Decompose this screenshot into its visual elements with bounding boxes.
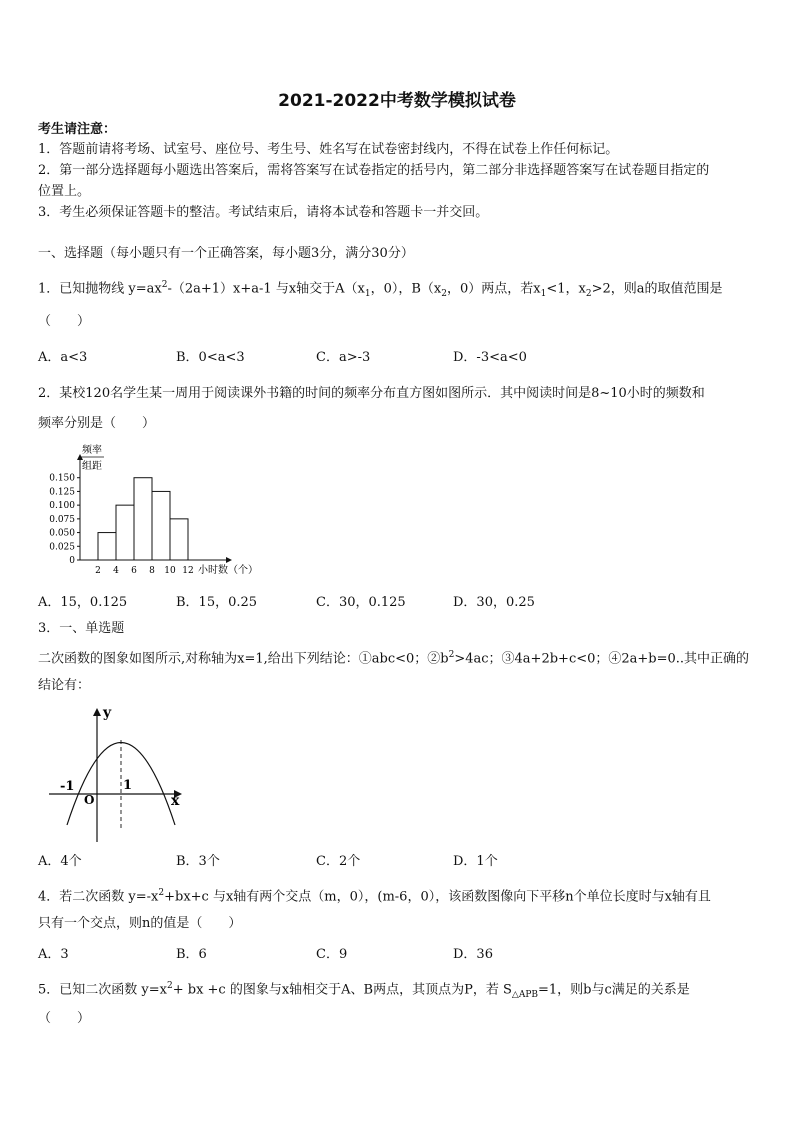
histogram-chart	[40, 440, 280, 585]
origin-label: O	[84, 793, 95, 807]
y-tick-label: 0.075	[49, 514, 75, 525]
question-1-bracket: （ ）	[38, 314, 91, 329]
question-2-stem: 2．某校120名学生某一周用于阅读课外书籍的时间的频率分布直方图如图所示．其中阅读时间是8~10小时的频数和	[38, 386, 705, 401]
y-tick-label: 0	[69, 556, 75, 566]
x-tick-label: 10	[164, 566, 176, 576]
x-axis-arrow	[226, 557, 232, 563]
notice-item-3: 3．考生必须保证答题卡的整洁。考试结束后，请将本试卷和答题卡一并交回。	[38, 205, 489, 220]
histogram-bar	[98, 533, 116, 560]
question-4-stem-cont: 只有一个交点，则n的值是（ ）	[38, 916, 242, 931]
y-tick-label: 0.050	[49, 528, 75, 539]
y-tick-label: 0.125	[49, 487, 75, 498]
histogram-bar	[152, 491, 170, 560]
q1-option-b[interactable]: B．0<a<3	[176, 350, 245, 365]
x-axis-label: x	[171, 793, 180, 809]
question-4-stem: 4．若二次函数 $y=-x^2+bx+c$ 与x轴有两个交点（m，0），(m-6，0），该函数图像向下平移n个单位长度时与x轴有且	[38, 888, 711, 905]
x-tick-label: 12	[182, 566, 194, 576]
q1-option-a[interactable]: A．a<3	[38, 350, 88, 365]
notice-item-2-cont: 位置上。	[38, 184, 91, 199]
question-3-stem: 二次函数的图象如图所示,对称轴为x=1,给出下列结论：①abc<0；$②b^2>4ac$；③4a+2b+c<0；④2a+b=0..其中正确的	[38, 650, 750, 667]
question-3-stem-cont: 结论有：	[38, 678, 91, 693]
q2-option-c[interactable]: C．30，0.125	[316, 595, 406, 610]
q4-option-b[interactable]: B．6	[176, 947, 207, 962]
question-2-stem-cont: 频率分别是（ ）	[38, 416, 156, 431]
histogram-bar	[170, 519, 188, 560]
question-1-stem: 1．已知抛物线 $y=ax^2-(2a+1)x+a-1$ 与x轴交于$A(x_1$，0），$B(x_2$，0）两点，若$x_1<1$，$x_2>2$，则a的取值范围是	[38, 280, 723, 299]
q3-option-d[interactable]: D．1个	[453, 854, 498, 869]
q4-option-c[interactable]: C．9	[316, 947, 348, 962]
notice-item-2: 2．第一部分选择题每小题选出答案后，需将答案写在试卷指定的括号内，第二部分非选择题答案写在试卷题目指定的	[38, 163, 710, 178]
x-axis-label: 小时数（个）	[198, 565, 258, 576]
q2-option-b[interactable]: B．15，0.25	[176, 595, 258, 610]
x-tick-label: 2	[95, 566, 101, 576]
notice-heading: 考生请注意：	[38, 122, 117, 137]
question-5-bracket: （ ）	[38, 1011, 91, 1026]
y-tick-label: 0.150	[49, 473, 75, 484]
y-tick-label: 0.025	[49, 542, 75, 553]
section-heading: 一、选择题（每小题只有一个正确答案，每小题3分，满分30分）	[38, 246, 414, 261]
q3-option-c[interactable]: C．2个	[316, 854, 361, 869]
histogram-bar	[134, 478, 152, 560]
y-axis-arrow	[93, 708, 101, 716]
q1-option-c[interactable]: C．a>-3	[316, 350, 371, 365]
q2-option-d[interactable]: D．30，0.25	[453, 595, 535, 610]
x-tick-label: 8	[149, 566, 155, 576]
q3-option-b[interactable]: B．3个	[176, 854, 220, 869]
question-5-stem: 5．已知二次函数 $y=x^2+$ bx +c 的图象与x轴相交于A、B两点，其顶点为P，若 $S_{\triangle APB}=1$，则b与c满足的关系是	[38, 981, 690, 1000]
q3-option-a[interactable]: A．4个	[38, 854, 82, 869]
y-axis-label-top: 频率	[82, 445, 102, 456]
question-3-header: 3．一、单选题	[38, 621, 125, 636]
histogram-bar	[116, 505, 134, 560]
parabola-graph	[44, 702, 189, 847]
q2-option-a[interactable]: A．15，0.125	[38, 595, 128, 610]
y-axis-label-bottom: 组距	[82, 461, 102, 472]
notice-item-1: 1．答题前请将考场、试室号、座位号、考生号、姓名写在试卷密封线内，不得在试卷上作任何标记。	[38, 142, 619, 157]
one-label: 1	[123, 778, 133, 793]
q4-option-a[interactable]: A．3	[38, 947, 69, 962]
q1-option-d[interactable]: D．-3<a<0	[453, 350, 527, 365]
y-tick-label: 0.100	[49, 501, 75, 512]
q4-option-d[interactable]: D．36	[453, 947, 493, 962]
neg-one-label: -1	[60, 779, 75, 794]
x-tick-label: 4	[113, 566, 119, 576]
x-tick-label: 6	[131, 566, 137, 576]
page-title: 2021-2022中考数学模拟试卷	[278, 91, 516, 111]
y-axis-label: y	[103, 705, 112, 721]
